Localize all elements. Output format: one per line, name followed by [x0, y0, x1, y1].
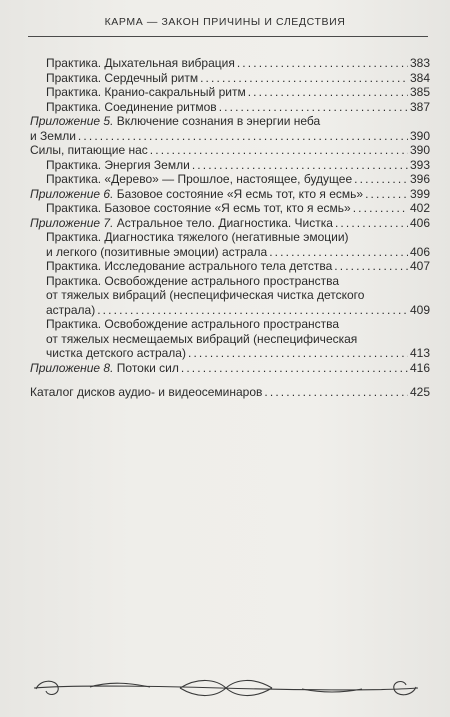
toc-entry: Силы, питающие нас . . . 390 — [30, 143, 430, 158]
toc-entry: Практика. «Дерево» — Прошлое, настоящее, будущее . . . 396 — [30, 172, 430, 187]
page-number: 390 — [409, 128, 430, 143]
toc-entry-appendix: Приложение 8. Потоки сил . . . 416 — [30, 361, 430, 376]
page-number: 383 — [409, 56, 430, 70]
table-of-contents — [30, 56, 430, 400]
toc-entry: Практика. Сердечный ритм . . . 384 — [30, 71, 430, 86]
toc-entry-appendix: Приложение 6. Базовое состояние «Я есмь тот, кто я есмь» . . . 399 — [30, 187, 430, 202]
toc-entry-catalog: Каталог дисков аудио- и видеосеминаров . . . 425 — [30, 385, 430, 400]
running-header: КАРМА — ЗАКОН ПРИЧИНЫ И СЛЕДСТВИЯ — [104, 16, 346, 28]
toc-entry-appendix: Приложение 7. Астральное тело. Диагностика. Чистка . . . 406 — [30, 216, 430, 231]
page-number: 390 — [409, 143, 430, 157]
toc-entry: Практика. Соединение ритмов . . . 387 — [30, 100, 430, 115]
toc-entry: Практика. Освобождение астрального пространства от тяжелых вибраций (неспецифическая чистка детского астрала) . . . 409 — [30, 274, 430, 318]
toc-entry: Практика. Энергия Земли . . . 393 — [30, 158, 430, 173]
page-number: 406 — [409, 244, 430, 259]
toc-entry: Практика. Базовое состояние «Я есмь тот, кто я есмь» . . . 402 — [30, 201, 430, 216]
page-number: 385 — [409, 85, 430, 99]
page-number: 399 — [409, 186, 430, 201]
page-number: 387 — [409, 99, 430, 114]
page-number: 409 — [409, 302, 430, 317]
header-rule — [28, 36, 428, 37]
toc-entry: Практика. Кранио-сакральный ритм . . . 385 — [30, 85, 430, 100]
page-number: 402 — [409, 201, 430, 215]
page-number: 393 — [409, 157, 430, 172]
page-number: 406 — [409, 215, 430, 230]
toc-entry: Практика. Освобождение астрального пространства от тяжелых несмещаемых вибраций (неспецифическая чистка детского астрала) . . . 413 — [30, 317, 430, 361]
page-number: 413 — [409, 346, 430, 360]
toc-entry-appendix: Приложение 5. Включение сознания в энергии неба и Земли . . . 390 — [30, 114, 430, 143]
toc-entry: Практика. Диагностика тяжелого (негативные эмоции) и легкого (позитивные эмоции) астрала . . . 406 — [30, 230, 430, 259]
page-number: 416 — [409, 360, 430, 375]
page-number: 384 — [409, 70, 430, 85]
page-number: 396 — [409, 172, 430, 186]
page-number: 425 — [409, 385, 430, 399]
toc-entry: Практика. Дыхательная вибрация . . . 383 — [30, 56, 430, 71]
toc-entry: Практика. Исследование астрального тела детства . . . 407 — [30, 259, 430, 274]
page-number: 407 — [409, 259, 430, 273]
decorative-flourish-divider — [30, 675, 422, 701]
